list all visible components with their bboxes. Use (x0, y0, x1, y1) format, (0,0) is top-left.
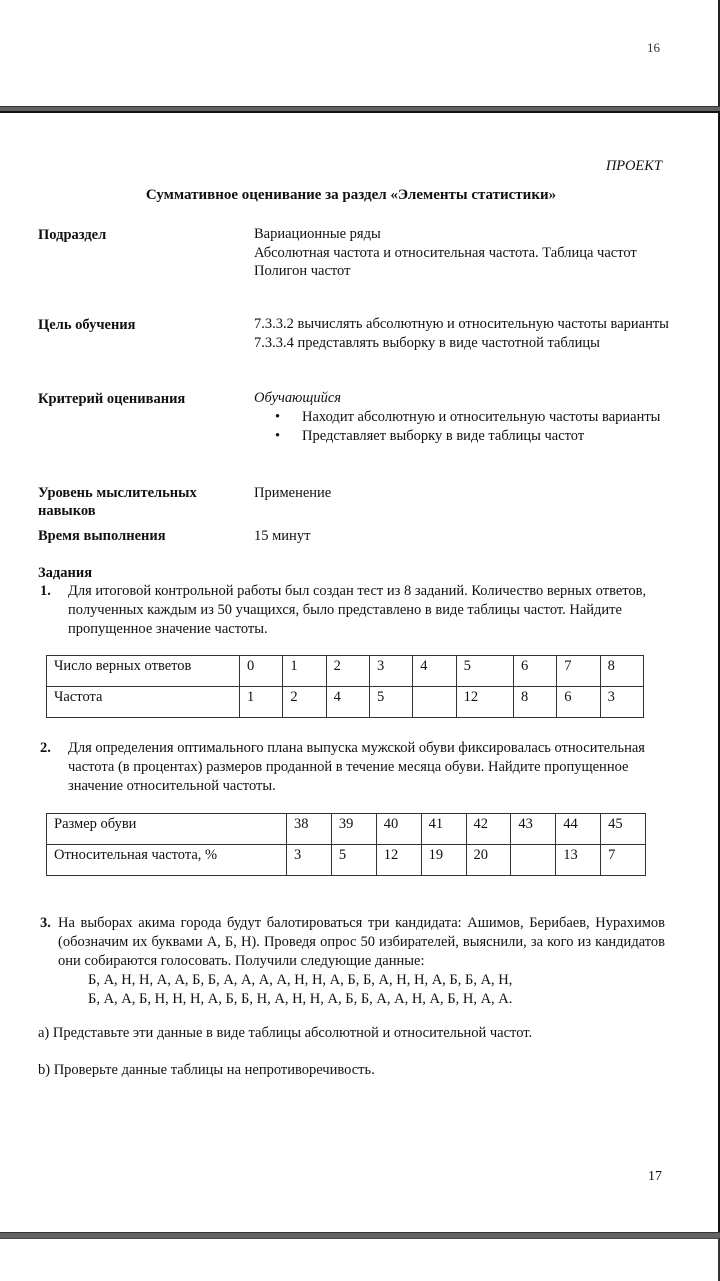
criteria-item: • Находит абсолютную и относительную частоты варианты (302, 408, 674, 427)
table-cell: 2 (283, 687, 326, 718)
table-cell: 1 (240, 687, 283, 718)
question-a: а) Представьте эти данные в виде таблицы абсолютной и относительной частот. (38, 1025, 533, 1041)
table-cell: 5 (369, 687, 412, 718)
document-title: Суммативное оценивание за раздел «Элементы статистики» (145, 187, 557, 203)
table-row (47, 845, 646, 876)
task-number: 1. (40, 583, 51, 599)
table-cell: Размер обуви (47, 814, 287, 845)
page-number: 17 (648, 1169, 662, 1184)
table-cell: Относительная частота, % (47, 845, 287, 876)
time-value: 15 минут (254, 528, 311, 544)
task2-relative-frequency-table (46, 813, 646, 876)
next-page-top (0, 1238, 720, 1281)
table-cell: 20 (466, 845, 511, 876)
task-text: На выборах акима города будут балотироваться три кандидата: Ашимов, Берибаев, Нурахимов (обозначим их буквами А, Б, Н). Проведя опрос 50 избирателей, выяснили, за кого из кандидатов они собираются голосовать. Получили следующие данные: (58, 915, 665, 969)
task-text: Для итоговой контрольной работы был создан тест из 8 заданий. Количество верных ответов, полученных каждым из 50 учащихся, было представлено в виде таблицы частот. Найдите пропущенное значение частоты. (68, 583, 647, 637)
criteria-item: • Представляет выборку в виде таблицы частот (302, 427, 674, 446)
task1-frequency-table (46, 655, 644, 718)
table-row (47, 687, 644, 718)
table-cell: 6 (557, 687, 600, 718)
task-3 (40, 914, 665, 1009)
table-cell: 7 (557, 656, 600, 687)
vote-data-line-1: Б, А, Н, Н, А, А, Б, Б, А, А, А, А, Н, Н, А, Б, Б, А, Н, Н, А, Б, Б, А, Н, (88, 972, 513, 988)
table-cell: Число верных ответов (47, 656, 240, 687)
time-label: Время выполнения (38, 528, 166, 544)
table-cell: 45 (601, 814, 646, 845)
task-1 (40, 582, 650, 639)
tasks-heading: Задания (38, 565, 93, 581)
subsection-value: Вариационные ряды Абсолютная частота и относительная частота. Таблица частот Полигон частот (254, 226, 637, 279)
criteria-list (254, 408, 674, 446)
table-cell: 39 (331, 814, 376, 845)
level-label: Уровень мыслительных навыков (38, 485, 197, 519)
table-cell: 4 (326, 687, 369, 718)
table-cell: 38 (287, 814, 332, 845)
task-text: Для определения оптимального плана выпуска мужской обуви фиксировалась относительная частота (в процентах) размеров проданной в течение месяца обуви. Найдите пропущенное значение относительной частоты. (68, 740, 645, 794)
table-cell: 42 (466, 814, 511, 845)
table-cell: 4 (413, 656, 456, 687)
table-cell: 5 (331, 845, 376, 876)
table-row (47, 814, 646, 845)
table-cell: 43 (511, 814, 556, 845)
previous-page-bottom (0, 0, 720, 106)
missing-value-cell (511, 845, 556, 876)
table-cell: 3 (287, 845, 332, 876)
task-2 (40, 739, 650, 796)
table-row (47, 656, 644, 687)
table-cell: 12 (376, 845, 421, 876)
goal-value: 7.3.3.2 вычислять абсолютную и относительную частоты варианты 7.3.3.4 представлять выборку в виде частотной таблицы (254, 316, 669, 351)
table-cell: 7 (601, 845, 646, 876)
table-cell: 2 (326, 656, 369, 687)
criteria-label: Критерий оценивания (38, 391, 186, 407)
question-b: b) Проверьте данные таблицы на непротиворечивость. (38, 1062, 375, 1078)
table-cell: 12 (456, 687, 513, 718)
project-stamp: ПРОЕКТ (605, 158, 662, 174)
table-cell: 19 (421, 845, 466, 876)
table-cell: Частота (47, 687, 240, 718)
table-cell: 44 (556, 814, 601, 845)
missing-value-cell (413, 687, 456, 718)
document-page (0, 111, 720, 1234)
vote-data-line-2: Б, А, А, Б, Н, Н, Н, А, Б, Б, Н, А, Н, Н, А, Б, Б, А, А, Н, А, Б, Н, А, А. (88, 991, 513, 1007)
criteria-value: Обучающийся • Находит абсолютную и относительную частоты варианты • Представляет выборку в виде таблицы частот (254, 389, 674, 446)
level-value: Применение (254, 485, 332, 501)
table-cell: 6 (513, 656, 556, 687)
table-cell: 3 (369, 656, 412, 687)
table-cell: 13 (556, 845, 601, 876)
table-cell: 41 (421, 814, 466, 845)
table-cell: 3 (600, 687, 643, 718)
table-cell: 1 (283, 656, 326, 687)
goal-label: Цель обучения (38, 317, 136, 333)
table-cell: 40 (376, 814, 421, 845)
task-number: 2. (40, 740, 51, 756)
task-number: 3. (40, 915, 51, 931)
table-cell: 8 (600, 656, 643, 687)
previous-page-number: 16 (647, 40, 660, 55)
table-cell: 0 (240, 656, 283, 687)
table-cell: 8 (513, 687, 556, 718)
table-cell: 5 (456, 656, 513, 687)
subsection-label: Подраздел (38, 227, 107, 243)
